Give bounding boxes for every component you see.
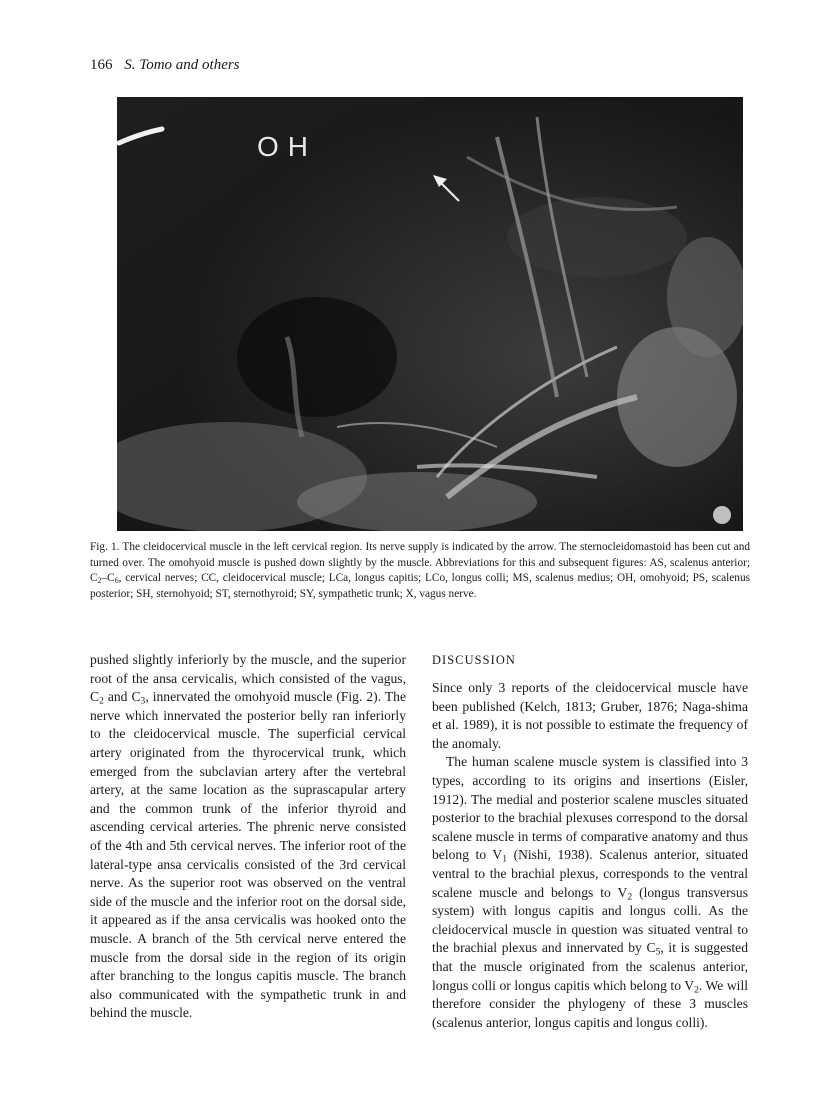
figure-caption: Fig. 1. The cleidocervical muscle in the left cervical region. Its nerve supply is indicated by the arrow. The sternocleidomastoid has been cut and turned over. The omohyoid muscle is pushed down slightly by the muscle. Abbreviations for this and subsequent figures: AS, scalenus anterior; $C_2-C_6$, cervical nerves; CC, cleidocervical muscle; LCa, longus capitis; LCo, longus colli; MS, scalenus medius; OH, omohyoid; PS, scalenus posterior; SH, sternohyoid; ST, sternothyroid; SY, sympathetic trunk; X, vagus nerve. [90,541,750,600]
right-column [432,651,748,1032]
figure-1-photograph [117,97,743,531]
label-oh: OH [257,131,317,162]
page-number: 166 [90,57,113,73]
discussion-paragraph-1: Since only 3 reports of the cleidocervical muscle have been published (Kelch, 1813; Gruber, 1876; Naga-shima et al. 1989), it is not possible to estimate the frequency of the anomaly. [432,680,748,751]
running-header [90,57,240,74]
dissection-photo [117,97,743,531]
discussion-paragraph-2: The human scalene muscle system is classified into 3 types, according to its origins and insertions (Eisler, 1912). The medial and posterior scalene muscles situated posterior to the brachial plexuses correspond to the dorsal scalene muscle in terms of comparative anatomy and thus belong to $V_1$ (Nishi, 1938). Scalenus anterior, situated ventral to the brachial plexus, corresponds to the ventral scalene muscle and belongs to $V_2$ (longus transversus system) with longus capitis and longus colli. As the cleidocervical muscle in question was situated ventral to the brachial plexus and innervated by $C_5$, it is suggested that the muscle originated from the scalenus anterior, longus colli or longus capitis which belong to $V_2$. We will therefore consider the phylogeny of these 3 muscles (scalenus anterior, longus capitis and longus colli). [432,754,748,1030]
left-column [90,651,406,1023]
section-heading: DISCUSSION [432,653,516,667]
left-paragraph: pushed slightly inferiorly by the muscle, and the superior root of the ansa cervicalis, which consisted of the vagus, $C_2$ and $C_3$, innervated the omohyoid muscle (Fig. 2). The nerve which innervated the posterior belly ran inferiorly to the cleidocervical muscle. The superficial cervical artery originated from the thyrocervical trunk, which emerged from the subclavian artery after the vertebral artery, at the same location as the suprascapular artery and the common trunk of the inferior thyroid and ascending cervical arteries. The phrenic nerve consisted of the 4th and 5th cervical nerves. The inferior root of the lateral-type ansa cervicalis consisted of the 3rd cervical nerve. As the superior root was observed on the ventral side of the muscle and the inferior root on the dorsal side, it appeared as if the ansa cervicalis was hooked onto the muscle. A branch of the 5th cervical nerve entered the muscle from the dorsal side in the region of its origin after branching to the longus capitis muscle. The branch also communicated with the sympathetic trunk in and behind the muscle. [90,652,406,1021]
running-author: S. Tomo and others [124,57,240,73]
